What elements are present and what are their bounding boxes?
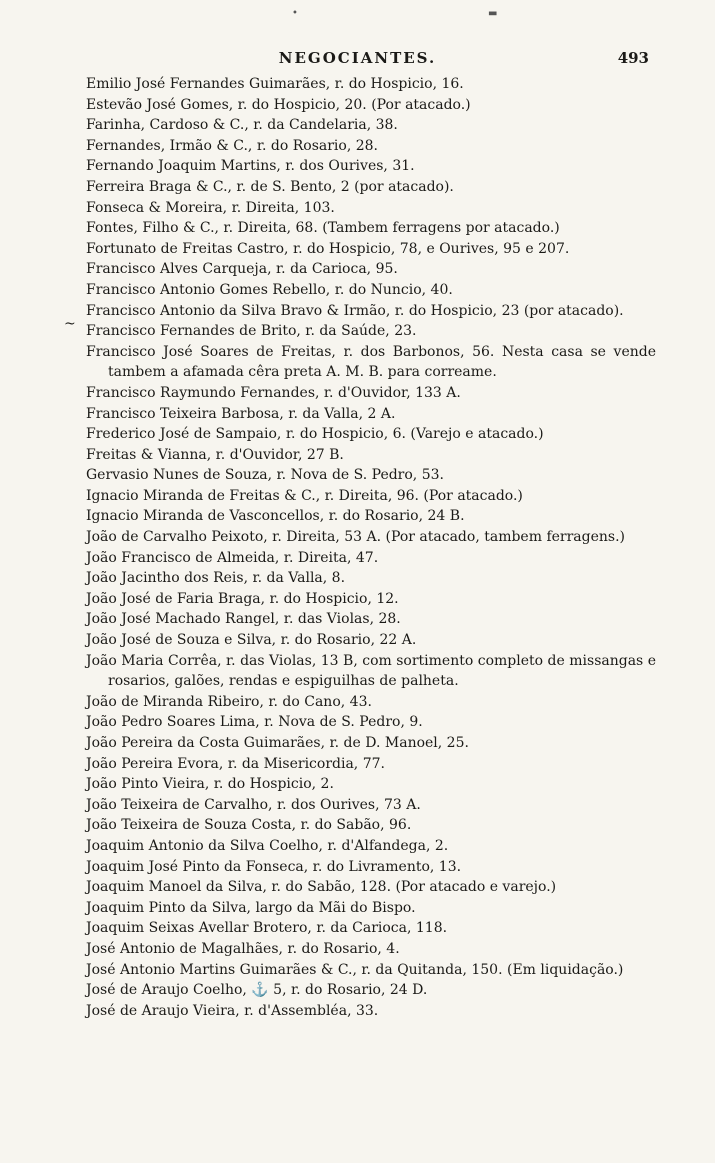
merchant-listing [86,74,656,1021]
list-item: João Pinto Vieira, r. do Hospicio, 2. [86,776,334,793]
page-header [0,49,715,71]
list-item: Francisco Raymundo Fernandes, r. d'Ouvidor, 133 A. [86,384,461,401]
list-item: Emilio José Fernandes Guimarães, r. do Hospicio, 16. [86,76,464,92]
list-item: Ferreira Braga & C., r. de S. Bento, 2 (por atacado). [86,178,454,195]
list-item: João Jacintho dos Reis, r. da Valla, 8. [86,570,346,587]
list-item: Fernandes, Irmão & C., r. do Rosario, 28. [86,137,378,154]
list-item: José Antonio Martins Guimarães & C., r. da Quitanda, 150. (Em liquidação.) [86,961,624,978]
list-item: Estevão José Gomes, r. do Hospicio, 20. (Por atacado.) [86,96,471,113]
list-item: Ignacio Miranda de Vasconcellos, r. do Rosario, 24 B. [86,508,465,525]
speck: • [292,8,298,19]
list-item: Freitas & Vianna, r. d'Ouvidor, 27 B. [86,446,344,463]
list-item: Francisco Antonio Gomes Rebello, r. do Nuncio, 40. [86,281,453,298]
list-item: José Antonio de Magalhães, r. do Rosario, 4. [86,940,400,957]
list-item: João Pereira Evora, r. da Misericordia, 77. [86,755,385,772]
list-item: Francisco Fernandes de Brito, r. da Saúde, 23. [86,323,417,340]
list-item: Francisco Teixeira Barbosa, r. da Valla, 2 A. [86,405,396,422]
list-item: Frederico José de Sampaio, r. do Hospicio, 6. (Varejo e atacado.) [86,426,544,443]
list-item: João José Machado Rangel, r. das Violas, 28. [86,611,401,628]
list-item: João Pedro Soares Lima, r. Nova de S. Pedro, 9. [86,714,423,731]
list-item: Fernando Joaquim Martins, r. dos Ourives, 31. [86,158,415,175]
list-item: Ignacio Miranda de Freitas & C., r. Direita, 96. (Por atacado.) [86,487,523,504]
list-item: João Teixeira de Souza Costa, r. do Sabão, 96. [86,817,412,834]
speck: ▬ [488,8,498,19]
list-item: João Maria Corrêa, r. das Violas, 13 B, com sortimento completo de missangas e rosarios, galões, rendas e espiguilhas de palheta. [86,652,656,690]
list-item: Fonseca & Moreira, r. Direita, 103. [86,199,335,216]
list-item: Joaquim Manoel da Silva, r. do Sabão, 128. (Por atacado e varejo.) [86,879,557,896]
running-title: NEGOCIANTES. [278,49,437,67]
list-item: Joaquim José Pinto da Fonseca, r. do Livramento, 13. [86,858,462,875]
list-item: Francisco José Soares de Freitas, r. dos Barbonos, 56. Nesta casa se vende tambem a afamada cêra preta A. M. B. para correame. [86,343,656,381]
list-item: Joaquim Pinto da Silva, largo da Mãi do Bispo. [86,899,416,916]
list-item: Fontes, Filho & C., r. Direita, 68. (Tambem ferragens por atacado.) [86,220,560,237]
page-number: 493 [617,49,649,67]
list-item: Francisco Antonio da Silva Bravo & Irmão, r. do Hospicio, 23 (por atacado). [86,302,624,319]
list-item: João Teixeira de Carvalho, r. dos Ourives, 73 A. [86,796,421,813]
list-item: João José de Souza e Silva, r. do Rosario, 22 A. [86,632,417,649]
list-item: João José de Faria Braga, r. do Hospicio, 12. [86,590,399,607]
list-item: Farinha, Cardoso & C., r. da Candelaria, 38. [86,117,398,134]
list-item: João de Carvalho Peixoto, r. Direita, 53 A. (Por atacado, tambem ferragens.) [86,529,625,546]
list-item: João de Miranda Ribeiro, r. do Cano, 43. [86,693,372,710]
list-item: Francisco Alves Carqueja, r. da Carioca, 95. [86,261,398,278]
list-item: João Francisco de Almeida, r. Direita, 47. [86,549,379,566]
list-item: João Pereira da Costa Guimarães, r. de D. Manoel, 25. [86,735,469,751]
list-item: Joaquim Seixas Avellar Brotero, r. da Carioca, 118. [86,920,448,937]
margin-marker: ~ [64,316,76,332]
list-item: José de Araujo Coelho, ⚓ 5, r. do Rosario, 24 D. [86,982,428,999]
list-item: José de Araujo Vieira, r. d'Assembléa, 33. [86,1002,379,1019]
list-item: Gervasio Nunes de Souza, r. Nova de S. Pedro, 53. [86,467,444,484]
list-item: Fortunato de Freitas Castro, r. do Hospicio, 78, e Ourives, 95 e 207. [86,240,570,257]
list-item: Joaquim Antonio da Silva Coelho, r. d'Alfandega, 2. [86,837,449,854]
